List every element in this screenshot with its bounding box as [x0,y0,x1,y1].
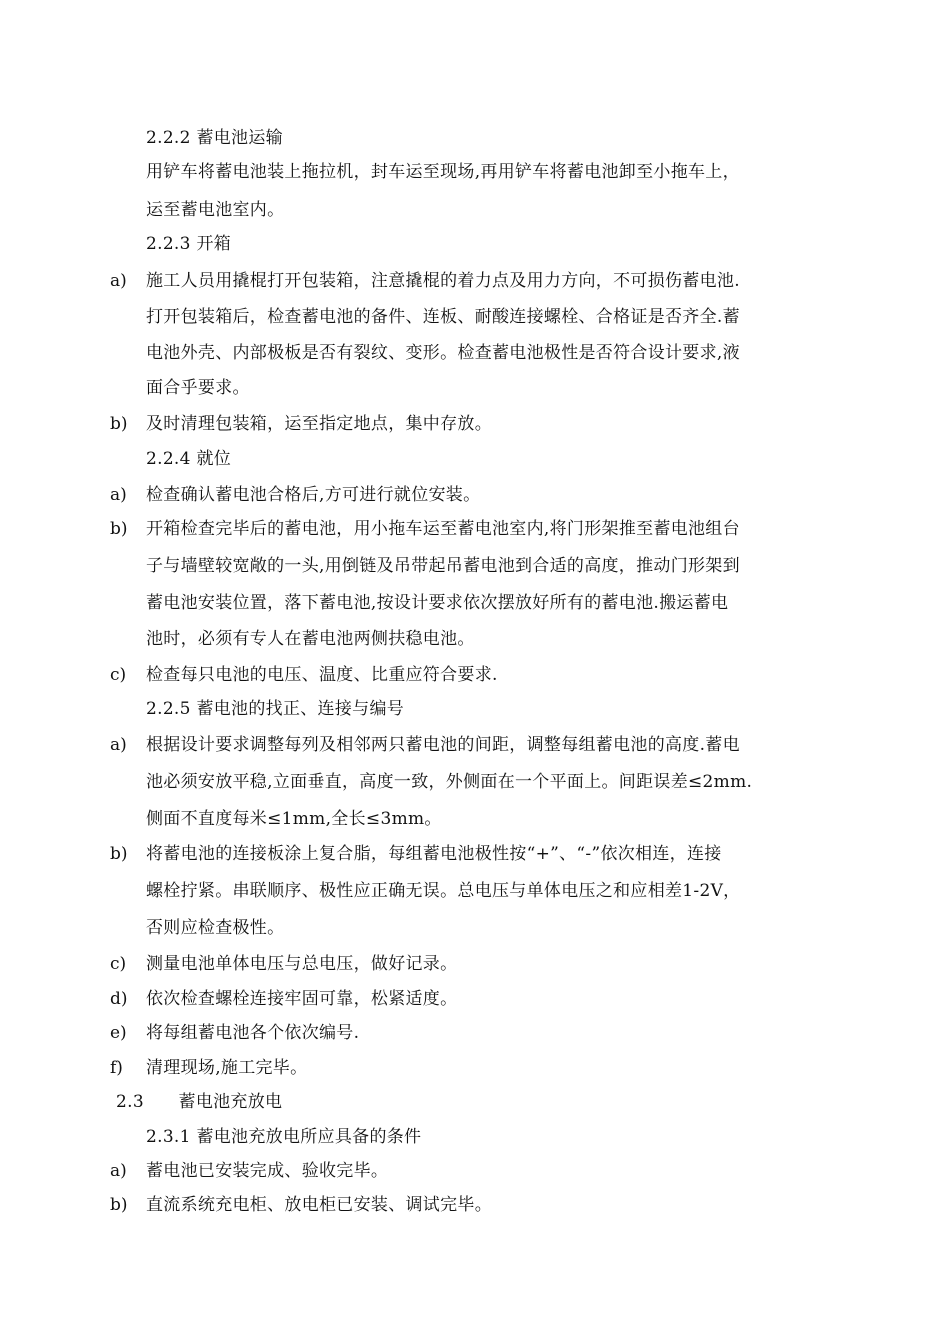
list-item-continuation: 面合乎要求。 [146,378,250,398]
list-marker: b) [110,1195,128,1215]
section-heading-2-3-1: 2.3.1 蓄电池充放电所应具备的条件 [146,1127,422,1147]
list-item-text: 开箱检查完毕后的蓄电池，用小拖车运至蓄电池室内,将门形架推至蓄电池组台 [146,519,740,539]
list-item-text: 根据设计要求调整每列及相邻两只蓄电池的间距，调整每组蓄电池的高度.蓄电 [146,735,740,755]
list-item-continuation: 否则应检查极性。 [146,918,285,938]
list-item-continuation: 螺栓拧紧。串联顺序、极性应正确无误。总电压与单体电压之和应相差1-2V， [146,881,741,901]
section-heading-2-2-2: 2.2.2 蓄电池运输 [146,128,283,148]
list-item-text: 检查每只电池的电压、温度、比重应符合要求. [146,665,498,685]
list-marker: b) [110,519,128,539]
paragraph-line: 用铲车将蓄电池装上拖拉机，封车运至现场,再用铲车将蓄电池卸至小拖车上， [146,162,740,182]
section-heading-2-3: 2.3 蓄电池充放电 [116,1092,283,1112]
list-item-text: 测量电池单体电压与总电压，做好记录。 [146,954,458,974]
section-heading-2-2-4: 2.2.4 就位 [146,449,232,469]
list-item-text: 将每组蓄电池各个依次编号. [146,1023,360,1043]
list-item-continuation: 侧面不直度每米≤1mm,全长≤3mm。 [146,809,442,829]
paragraph-line: 运至蓄电池室内。 [146,200,285,220]
section-heading-2-2-5: 2.2.5 蓄电池的找正、连接与编号 [146,699,405,719]
list-item-text: 检查确认蓄电池合格后,方可进行就位安装。 [146,485,481,505]
list-item-text: 及时清理包装箱，运至指定地点，集中存放。 [146,414,492,434]
list-marker: e) [110,1023,127,1043]
list-item-text: 蓄电池已安装完成、验收完毕。 [146,1161,389,1181]
list-marker: d) [110,989,128,1009]
list-item-text: 依次检查螺栓连接牢固可靠，松紧适度。 [146,989,458,1009]
list-marker: a) [110,1161,127,1181]
section-heading-2-2-3: 2.2.3 开箱 [146,234,232,254]
list-item-continuation: 池时，必须有专人在蓄电池两侧扶稳电池。 [146,629,475,649]
list-marker: c) [110,665,127,685]
list-marker: f) [110,1058,123,1078]
list-marker: a) [110,271,127,291]
list-marker: a) [110,735,127,755]
list-item-continuation: 池必须安放平稳,立面垂直，高度一致，外侧面在一个平面上。间距误差≤2mm. [146,772,753,792]
list-marker: c) [110,954,127,974]
list-item-text: 清理现场,施工完毕。 [146,1058,308,1078]
list-item-text: 直流系统充电柜、放电柜已安装、调试完毕。 [146,1195,492,1215]
list-marker: b) [110,414,128,434]
list-item-continuation: 打开包装箱后，检查蓄电池的备件、连板、耐酸连接螺栓、合格证是否齐全.蓄 [146,307,740,327]
list-marker: a) [110,485,127,505]
list-item-continuation: 电池外壳、内部极板是否有裂纹、变形。检查蓄电池极性是否符合设计要求,液 [146,343,740,363]
list-item-text: 施工人员用撬棍打开包装箱，注意撬棍的着力点及用力方向，不可损伤蓄电池. [146,271,740,291]
list-item-text: 将蓄电池的连接板涂上复合脂，每组蓄电池极性按“+”、“-”依次相连，连接 [146,844,722,864]
list-item-continuation: 蓄电池安装位置，落下蓄电池,按设计要求依次摆放好所有的蓄电池.搬运蓄电 [146,593,729,613]
list-marker: b) [110,844,128,864]
list-item-continuation: 子与墙壁较宽敞的一头,用倒链及吊带起吊蓄电池到合适的高度，推动门形架到 [146,556,740,576]
